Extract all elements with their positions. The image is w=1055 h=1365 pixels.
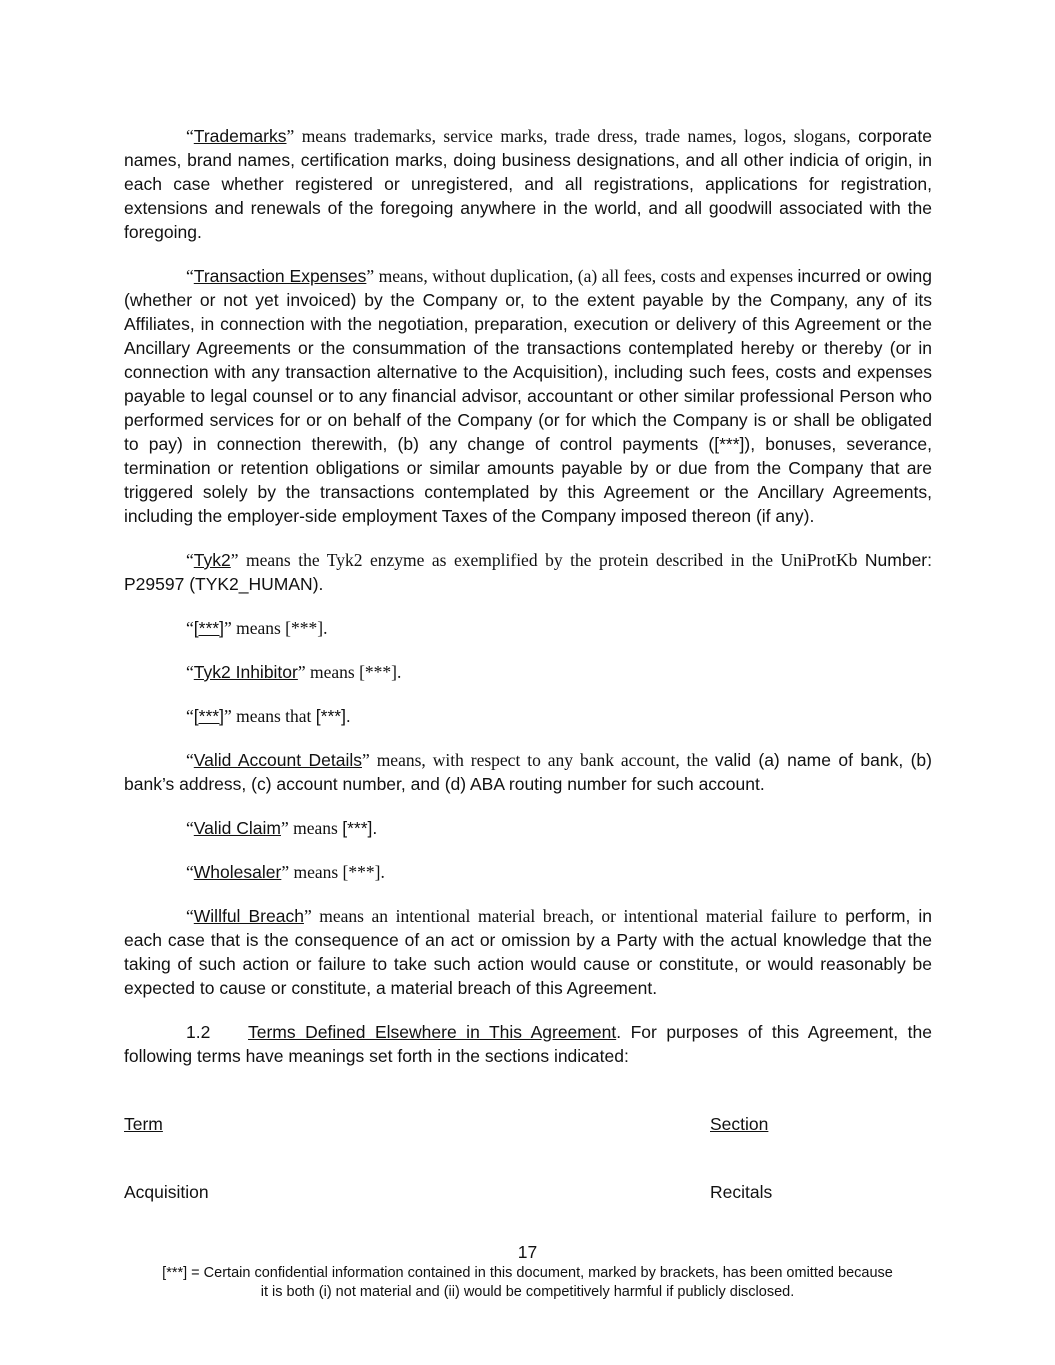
defined-term: Valid Claim: [193, 818, 281, 838]
table-header-section: Section: [710, 1114, 769, 1134]
definition-valid-claim: “Valid Claim” means [***].: [186, 818, 378, 838]
definition-text: Number: P29597 (TYK2_HUMAN).: [124, 550, 932, 594]
defined-term: Tyk2: [193, 550, 231, 570]
definition-transaction-expenses: “Transaction Expenses” means, without duplication, (a) all fees, costs and expenses incurred or owing (whether or not yet invoiced) by the Company or, to the extent payable by the Company, any of its Affiliates, in connection with the negotiation, preparation, execution or delivery of this Agreement or the Ancillary Agreements or the consummation of the transactions contemplated hereby or thereby (or in connection with any transaction alternative to the Acquisition), including such fees, costs and expenses payable to legal counsel or to any financial advisor, accountant or other similar professional Person who performed services for or on behalf of the Company (or for which the Company is or shall be obligated to pay) in connection therewith, (b) any change of control payments ([***]), bonuses, severance, termination or retention obligations or similar amounts payable by or due from the Company that are triggered solely by the transactions contemplated by this Agreement or the Ancillary Agreements, including the employer-side employment Taxes of the Company imposed thereon (if any).: [124, 266, 932, 526]
definition-lead: ” means the Tyk2 enzyme as exemplified by the protein described in the UniProtKb: [230, 550, 865, 570]
page-number: 17: [517, 1242, 538, 1262]
defined-terms-table: [124, 1114, 932, 1206]
table-header-row: [124, 1114, 932, 1138]
definition-lead: ” means, with respect to any bank account, the: [362, 750, 715, 770]
table-header-term: Term: [124, 1114, 163, 1134]
definition-text: perform, in each case that is the consequence of an act or omission by a Party with the actual knowledge that the taking of such action or failure to take such action would cause or constitute, or would reasonably be expected to cause or constitute, a material breach of this Agreement.: [124, 906, 932, 998]
document-body: [124, 124, 932, 1088]
definition-lead: ” means [***].: [281, 862, 385, 882]
definition-tyk2: “Tyk2” means the Tyk2 enzyme as exemplified by the protein described in the UniProtKb Number: P29597 (TYK2_HUMAN).: [124, 550, 932, 594]
definition-lead: ” means [***].: [223, 618, 328, 638]
definition-tyk2-inhibitor: “Tyk2 Inhibitor” means [***].: [186, 662, 402, 682]
definition-lead: ” means an intentional material breach, or intentional material failure to: [303, 906, 846, 926]
defined-term: Trademarks: [193, 126, 287, 146]
defined-term: Wholesaler: [193, 862, 282, 882]
defined-term: [***]: [193, 618, 224, 638]
definition-redacted-2: “[***]” means that [***].: [186, 706, 351, 726]
definition-text: corporate names, brand names, certification marks, doing business designations, and all other indicia of origin, in each case whether registered or unregistered, and all registrations, applications for registration, extensions and renewals of the foregoing anywhere in the world, and all goodwill associated with the foregoing.: [124, 126, 932, 242]
definition-text: valid (a) name of bank, (b) bank’s address, (c) account number, and (d) ABA routing number for such account.: [124, 750, 932, 794]
table-cell-term: Acquisition: [124, 1182, 209, 1202]
definition-trademarks: “Trademarks” means trademarks, service marks, trade dress, trade names, logos, slogans, corporate names, brand names, certification marks, doing business designations, and all other indicia of origin, in each case whether registered or unregistered, and all registrations, applications for registration, extensions and renewals of the foregoing anywhere in the world, and all goodwill associated with the foregoing.: [124, 126, 932, 242]
definition-lead: ” means trademarks, service marks, trade dress, trade names, logos, slogans,: [286, 126, 859, 146]
definition-wholesaler: “Wholesaler” means [***].: [186, 862, 385, 882]
section-text: . For purposes of this Agreement, the following terms have meanings set forth in the sections indicated:: [124, 1022, 932, 1066]
table-row: [124, 1182, 932, 1206]
defined-term: Transaction Expenses: [193, 266, 367, 286]
page-footer: [100, 1240, 955, 1302]
definition-redacted-1: “[***]” means [***].: [186, 618, 328, 638]
defined-term: Valid Account Details: [193, 750, 362, 770]
definition-lead: ” means [***].: [297, 662, 402, 682]
definition-valid-account-details: “Valid Account Details” means, with respect to any bank account, the valid (a) name of bank, (b) bank’s address, (c) account number, and (d) ABA routing number for such account.: [124, 750, 932, 794]
section-title: Terms Defined Elsewhere in This Agreement: [248, 1022, 617, 1042]
defined-term: [***]: [193, 706, 224, 726]
definition-text: [***].: [342, 818, 378, 838]
definition-lead: ” means, without duplication, (a) all fees, costs and expenses: [366, 266, 798, 286]
table-cell-section: Recitals: [710, 1182, 773, 1202]
definition-willful-breach: “Willful Breach” means an intentional material breach, or intentional material failure to perform, in each case that is the consequence of an act or omission by a Party with the actual knowledge that the taking of such action or failure to take such action would cause or constitute, or would reasonably be expected to cause or constitute, a material breach of this Agreement.: [124, 906, 932, 998]
defined-term: Tyk2 Inhibitor: [193, 662, 298, 682]
definition-text: incurred or owing (whether or not yet invoiced) by the Company or, to the extent payable by the Company, any of its Affiliates, in connection with the negotiation, preparation, execution or delivery of this Agreement or the Ancillary Agreements or the consummation of the transactions contemplated hereby or thereby (or in connection with any transaction alternative to the Acquisition), including such fees, costs and expenses payable to legal counsel or to any financial advisor, accountant or other similar professional Person who performed services for or on behalf of the Company (or for which the Company is or shall be obligated to pay) in connection therewith, (b) any change of control payments ([***]), bonuses, severance, termination or retention obligations or similar amounts payable by or due from the Company that are triggered solely by the transactions contemplated by this Agreement or the Ancillary Agreements, including the employer-side employment Taxes of the Company imposed thereon (if any).: [124, 266, 932, 526]
section-number: 1.2: [186, 1022, 211, 1042]
definition-text: [***].: [315, 706, 351, 726]
defined-term: Willful Breach: [193, 906, 304, 926]
confidentiality-note-line-2: it is both (i) not material and (ii) would be competitively harmful if publicly disclosed.: [260, 1284, 795, 1300]
confidentiality-note-line-1: [***] = Certain confidential information contained in this document, marked by brackets, has been omitted because: [162, 1265, 893, 1281]
definition-lead: ” means that: [223, 706, 316, 726]
definition-lead: ” means: [280, 818, 343, 838]
section-1-2: [124, 1020, 932, 1068]
